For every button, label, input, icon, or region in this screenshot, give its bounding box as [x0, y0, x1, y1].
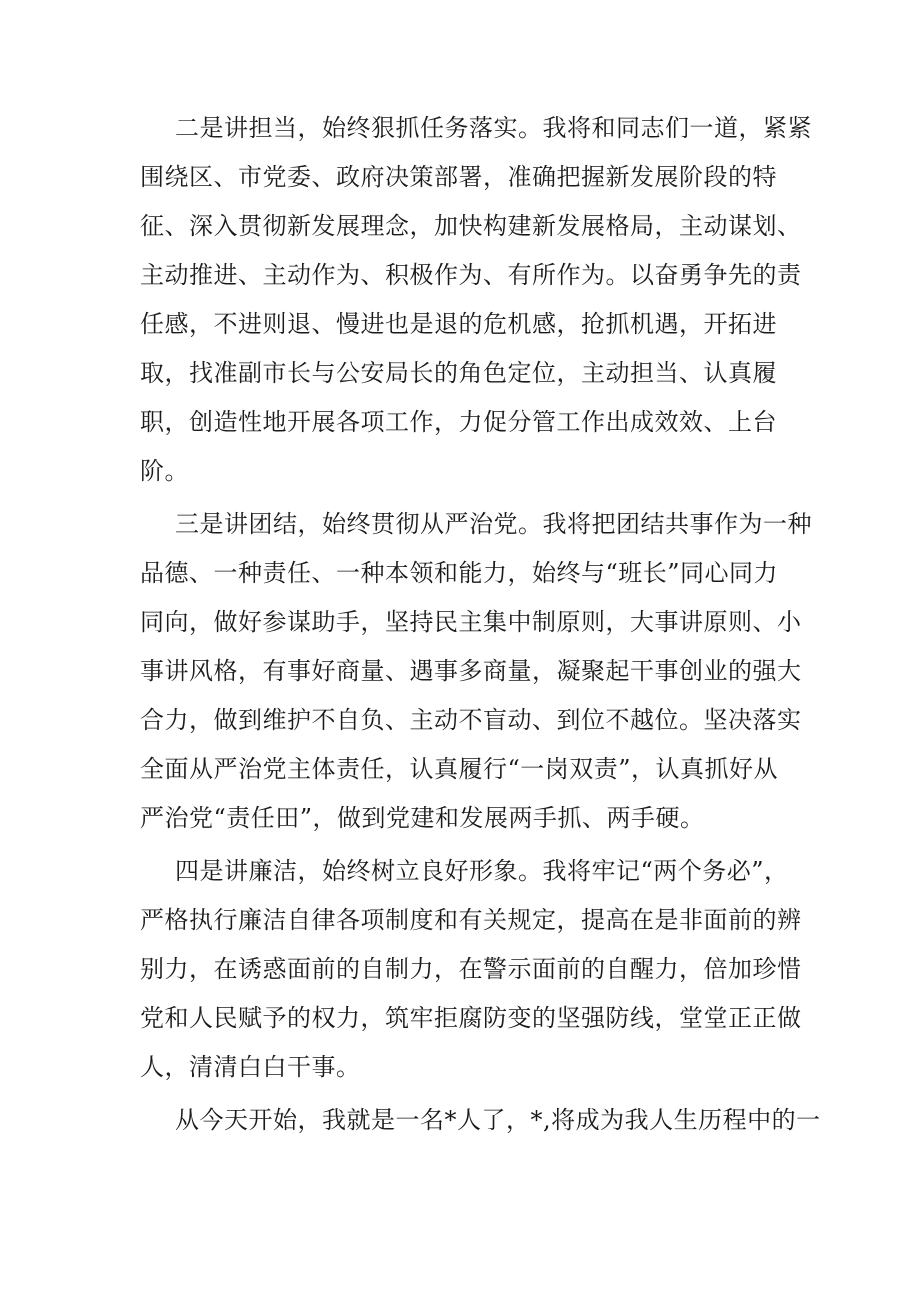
paragraph-1-line-1: 二是讲担当，始终狠抓任务落实。我将和同志们一道，紧紧	[175, 114, 812, 142]
paragraph-2-line-7: 严治党“责任田”，做到党建和发展两手抓、两手硬。	[140, 804, 705, 832]
paragraph-1-line-7: 职，创造性地开展各项工作，力促分管工作出成效效、上台	[140, 408, 777, 436]
paragraph-3-line-5: 人，清清白白干事。	[140, 1053, 361, 1081]
paragraph-3-line-1: 四是讲廉洁，始终树立良好形象。我将牢记“两个务必”，	[175, 857, 789, 885]
paragraph-2-line-6: 全面从严治党主体责任，认真履行“一岗双责”，认真抓好从	[140, 755, 779, 783]
paragraph-1-line-8: 阶。	[140, 457, 189, 485]
paragraph-1-line-2: 围绕区、市党委、政府决策部署，准确把握新发展阶段的特	[140, 163, 777, 191]
paragraph-4-line-1: 从今天开始，我就是一名*人了，*,将成为我人生历程中的一	[175, 1106, 821, 1134]
paragraph-2-line-1: 三是讲团结，始终贯彻从严治党。我将把团结共事作为一种	[175, 510, 812, 538]
paragraph-3-line-3: 别力，在诱惑面前的自制力，在警示面前的自醒力，倍加珍惜	[140, 955, 802, 983]
paragraph-1-line-6: 取，找准副市长与公安局长的角色定位，主动担当、认真履	[140, 359, 777, 387]
paragraph-2-line-3: 同向，做好参谋助手，坚持民主集中制原则，大事讲原则、小	[140, 608, 802, 636]
paragraph-1-line-3: 征、深入贯彻新发展理念，加快构建新发展格局，主动谋划、	[140, 212, 802, 240]
paragraph-3-line-4: 党和人民赋予的权力，筑牢拒腐防变的坚强防线，堂堂正正做	[140, 1004, 802, 1032]
paragraph-2-line-2: 品德、一种责任、一种本领和能力，始终与“班长”同心同力	[140, 559, 779, 587]
paragraph-1-line-5: 任感，不进则退、慢进也是退的危机感，抢抓机遇，开拓进	[140, 310, 777, 338]
paragraph-3-line-2: 严格执行廉洁自律各项制度和有关规定，提高在是非面前的辨	[140, 906, 802, 934]
paragraph-2-line-5: 合力，做到维护不自负、主动不盲动、到位不越位。坚决落实	[140, 706, 802, 734]
paragraph-2-line-4: 事讲风格，有事好商量、遇事多商量，凝聚起干事创业的强大	[140, 657, 802, 685]
paragraph-1-line-4: 主动推进、主动作为、积极作为、有所作为。以奋勇争先的责	[140, 261, 802, 289]
